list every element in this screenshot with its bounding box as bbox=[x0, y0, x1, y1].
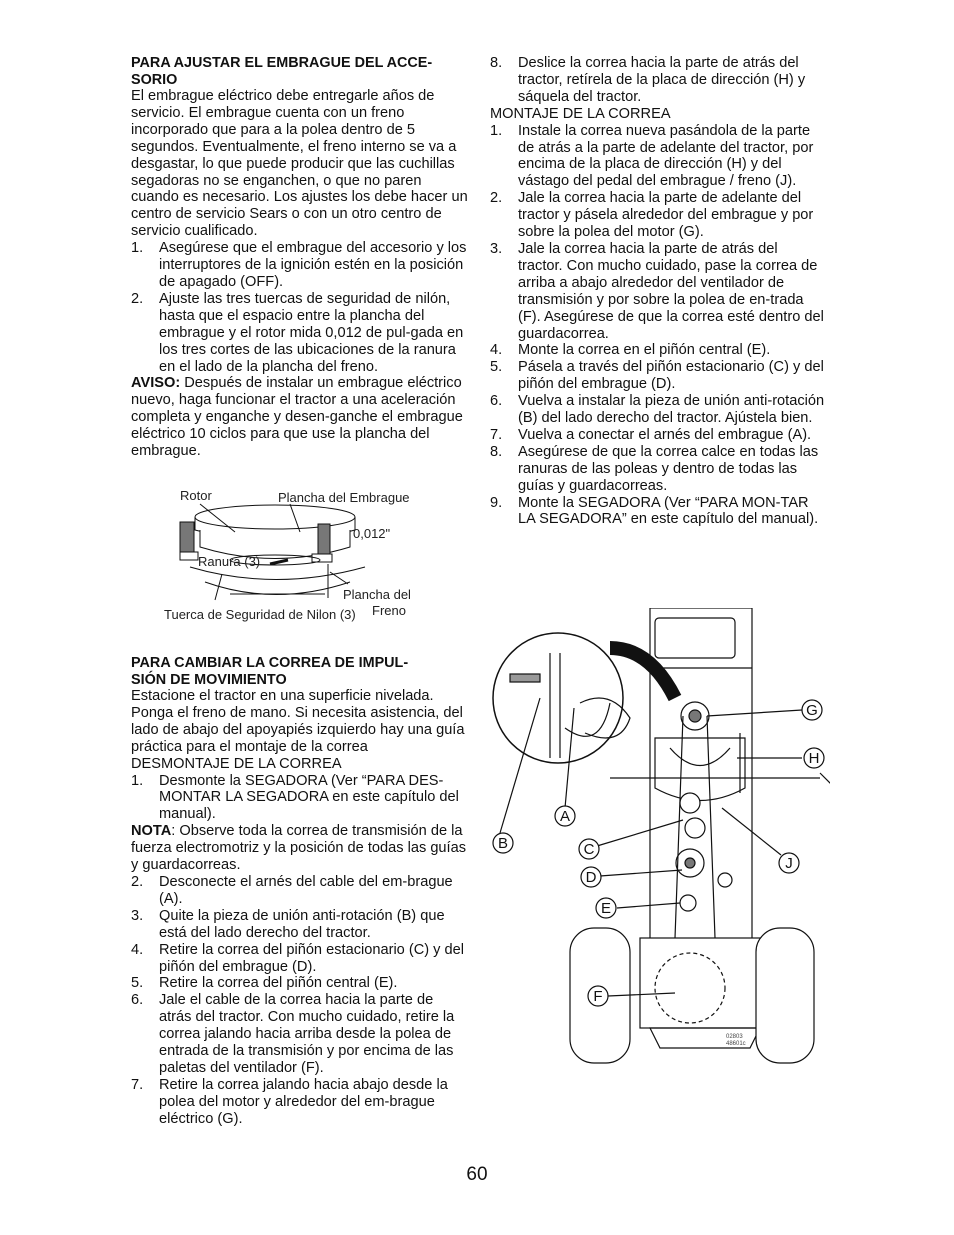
nota-label: NOTA bbox=[131, 823, 172, 840]
figure-code-2: 48601c bbox=[726, 1041, 746, 1047]
label-tuerca: Tuerca de Seguridad de Nilon (3) bbox=[164, 607, 356, 622]
clutch-intro-paragraph: El embrague eléctrico debe entregarle años de servicio. El embrague cuenta con un freno incorporado que para a la polea dentro de 5 segundos. Eventualmente, el freno interno se va a desgastar, lo que puede producir que las cuchillas segadoras no se enganchen, o que no paren cuando es necesario. Los ajustes los debe hacer un centro de servicio Sears o con un otro centro de servicio cualificado. bbox=[131, 88, 468, 240]
section-heading-clutch: PARA AJUSTAR EL EMBRAGUE DEL ACCE- SORIO bbox=[131, 55, 433, 88]
label-plancha-embrague: Plancha del Embrague bbox=[278, 490, 410, 505]
callout-j: J bbox=[785, 855, 793, 872]
list-item: 7. Retire la correa jalando hacia abajo desde la polea del motor y alrededor del em-brague eléctrico (G). bbox=[131, 1076, 448, 1127]
callout-a: A bbox=[559, 808, 571, 825]
list-item: 6. Jale el cable de la correa hacia la parte de atrás del tractor. Con mucho cuidado, retire la correa jalando hacia arriba desde la polea de entrada de la transmisión y por encima de las paletas del ventilador (F). bbox=[131, 992, 455, 1076]
list-item: 9. Monte la SEGADORA (Ver “PARA MON-TAR LA SEGADORA” en este capítulo del manual). bbox=[490, 494, 819, 528]
left-column bbox=[131, 55, 469, 460]
list-item: 5. Pásela a través del piñón estacionario (C) y del piñón del embrague (D). bbox=[490, 359, 824, 393]
page-number: 60 bbox=[466, 1164, 488, 1185]
callout-e: E bbox=[600, 900, 612, 917]
section-heading-belt: PARA CAMBIAR LA CORREA DE IMPUL- SIÓN DE MOVIMIENTO bbox=[131, 655, 409, 688]
callout-f: F bbox=[593, 988, 603, 1005]
left-column-lower bbox=[131, 655, 469, 1128]
list-item: 3. Quite la pieza de unión anti-rotación (B) que está del lado derecho del tractor. bbox=[131, 907, 445, 941]
list-item: 6. Vuelva a instalar la pieza de unión anti-rotación (B) del lado derecho del tractor. Ajústela bien. bbox=[490, 393, 825, 427]
list-item: 1. Asegúrese que el embrague del accesorio y los interruptores de la ignición estén en la posición de apagado (OFF). bbox=[131, 240, 467, 290]
label-rotor: Rotor bbox=[180, 488, 212, 503]
list-item: 4. Monte la correa en el piñón central (E). bbox=[490, 342, 771, 359]
list-item: 1. Desmonte la SEGADORA (Ver “PARA DES-MONTAR LA SEGADORA en este capítulo del manual). bbox=[131, 772, 459, 823]
figure-code-1: 02803 bbox=[726, 1034, 743, 1040]
belt-routing-diagram bbox=[490, 608, 830, 1073]
callout-h: H bbox=[808, 750, 820, 767]
label-plancha-freno-1: Plancha del bbox=[343, 587, 411, 602]
list-item: 7. Vuelva a conectar el arnés del embrague (A). bbox=[490, 426, 812, 443]
list-item: 4. Retire la correa del piñón estacionario (C) y del piñón del embrague (D). bbox=[131, 941, 464, 975]
list-item: 3. Jale la correa hacia la parte de atrás del tractor. Con mucho cuidado, pase la correa de arriba a abajo alrededor del ventilador de transmisión y por sobre la polea de en-trada (F). Asegúrese de que la correa esté dentro del guardacorrea. bbox=[490, 240, 824, 342]
subheading-montaje: MONTAJE DE LA CORREA bbox=[490, 105, 671, 122]
subheading-desmontaje: DESMONTAJE DE LA CORREA bbox=[131, 755, 342, 772]
list-item: 2. Desconecte el arnés del cable del em-brague (A). bbox=[131, 873, 453, 907]
aviso-paragraph: AVISO: Después de instalar un embrague eléctrico nuevo, haga funcionar el tractor a una aceleración completa y enganche y desen-ganche el embrague eléctrico 10 ciclos para que use la plancha del embrague. bbox=[131, 375, 463, 460]
label-gap: 0,012" bbox=[353, 526, 391, 541]
list-item: 8. Deslice la correa hacia la parte de atrás del tractor, retírela de la placa de dirección (H) y sáquela del tractor. bbox=[490, 55, 806, 105]
list-item: 8. Asegúrese de que la correa calce en todas las ranuras de las poleas y dentro de todas las guías y guardacorreas. bbox=[490, 443, 819, 494]
list-item: 2. Jale la correa hacia la parte de adelante del tractor y pásela alrededor del embrague y por sobre la polea del motor (G). bbox=[490, 190, 814, 241]
label-ranura: Ranura (3) bbox=[198, 554, 261, 569]
list-item: 2. Ajuste las tres tuercas de seguridad de nilón, hasta que el espacio entre la plancha del embrague y el rotor mida 0,012 de pul-gada en los tres cortes de las ubicaciones de la ranura en el lado de la plancha del freno. bbox=[131, 290, 464, 375]
aviso-label: AVISO: bbox=[131, 375, 181, 392]
callout-g: G bbox=[806, 702, 818, 719]
callout-c: C bbox=[583, 841, 595, 858]
callout-d: D bbox=[585, 869, 597, 886]
nota-paragraph: NOTA: Observe toda la correa de transmisión de la fuerza electromotriz y la posición de todas las guías y guardacorreas. bbox=[131, 823, 467, 874]
list-item: 5. Retire la correa del piñón central (E). bbox=[131, 975, 398, 992]
belt-intro-paragraph: Estacione el tractor en una superficie nivelada. Ponga el freno de mano. Si necesita asistencia, del lado de abajo del apoyapiés izquierdo hay una guía práctica para el montaje de la correa bbox=[131, 688, 465, 755]
clutch-diagram bbox=[160, 482, 460, 628]
right-column bbox=[490, 55, 825, 528]
callout-b: B bbox=[497, 835, 509, 852]
label-plancha-freno-2: Freno bbox=[372, 603, 406, 618]
list-item: 1. Instale la correa nueva pasándola de la parte de atrás a la parte de adelante del tractor, por encima de la placa de dirección (H) y del vástago del pedal del embrague / freno (J). bbox=[490, 122, 814, 190]
